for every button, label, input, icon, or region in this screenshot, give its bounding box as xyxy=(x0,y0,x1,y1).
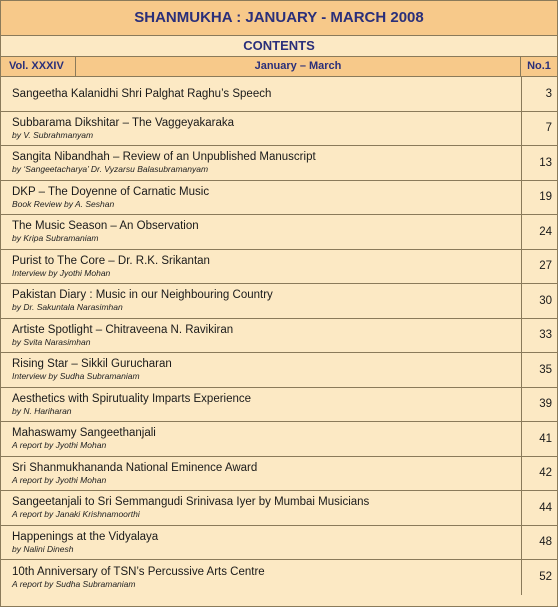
article-page-number: 48 xyxy=(521,526,557,560)
article-title: DKP – The Doyenne of Carnatic Music xyxy=(12,185,210,198)
article-page-number: 44 xyxy=(521,491,557,525)
article-byline: A report by Jyothi Mohan xyxy=(12,440,107,451)
contents-heading: CONTENTS xyxy=(1,36,557,57)
article-title: Sri Shanmukhananda National Eminence Award xyxy=(12,461,258,474)
article-title: Sangeetha Kalanidhi Shri Palghat Raghu’s Speech xyxy=(12,87,272,100)
article-byline: Book Review by A. Seshan xyxy=(12,198,115,209)
article-row xyxy=(1,422,557,457)
article-byline: Interview by Jyothi Mohan xyxy=(12,267,111,278)
article-page-number: 19 xyxy=(521,181,557,215)
article-text-cell xyxy=(1,353,521,387)
article-page-number: 3 xyxy=(521,77,557,111)
article-page-number: 7 xyxy=(521,112,557,146)
article-title: Happenings at the Vidyalaya xyxy=(12,530,159,543)
article-row xyxy=(1,181,557,216)
volume-label: Vol. XXXIV xyxy=(1,57,76,76)
article-byline: by Svita Narasimhan xyxy=(12,336,91,347)
article-row xyxy=(1,319,557,354)
issue-number: No.1 xyxy=(520,57,557,76)
article-title: Rising Star – Sikkil Gurucharan xyxy=(12,358,172,371)
article-row xyxy=(1,457,557,492)
article-text-cell xyxy=(1,560,521,595)
article-text-cell xyxy=(1,181,521,215)
article-text-cell xyxy=(1,526,521,560)
article-row xyxy=(1,284,557,319)
article-page-number: 42 xyxy=(521,457,557,491)
article-byline: A report by Janaki Krishnamoorthi xyxy=(12,509,140,520)
article-byline: Interview by Sudha Subramaniam xyxy=(12,371,140,382)
article-title: Purist to The Core – Dr. R.K. Srikantan xyxy=(12,254,210,267)
article-page-number: 30 xyxy=(521,284,557,318)
article-page-number: 13 xyxy=(521,146,557,180)
article-title: Subbarama Dikshitar – The Vaggeyakaraka xyxy=(12,116,235,129)
article-byline: A report by Sudha Subramaniam xyxy=(12,578,136,589)
article-row xyxy=(1,112,557,147)
article-byline: by N. Hariharan xyxy=(12,405,72,416)
article-byline: by Dr. Sakuntala Narasimhan xyxy=(12,302,123,313)
article-title: Sangeetanjali to Sri Semmangudi Srinivasa Iyer by Mumbai Musicians xyxy=(12,496,370,509)
article-title: Aesthetics with Spirutuality Imparts Experience xyxy=(12,392,252,405)
article-text-cell xyxy=(1,388,521,422)
article-text-cell xyxy=(1,284,521,318)
article-page-number: 27 xyxy=(521,250,557,284)
issue-header-row xyxy=(1,57,557,77)
article-title: Artiste Spotlight – Chitraveena N. Ravikiran xyxy=(12,323,234,336)
article-row xyxy=(1,146,557,181)
article-byline: A report by Jyothi Mohan xyxy=(12,474,107,485)
article-byline: by Nalini Dinesh xyxy=(12,543,74,554)
article-row xyxy=(1,388,557,423)
period-label: January – March xyxy=(254,60,342,72)
article-page-number: 33 xyxy=(521,319,557,353)
contents-list xyxy=(1,77,557,595)
article-title: Mahaswamy Sangeethanjali xyxy=(12,427,156,440)
article-row xyxy=(1,77,557,112)
article-text-cell xyxy=(1,319,521,353)
article-byline: by Kripa Subramaniam xyxy=(12,233,99,244)
article-row xyxy=(1,353,557,388)
article-byline: by V. Subrahmanyam xyxy=(12,129,94,140)
article-title: Sangita Nibandhah – Review of an Unpublished Manuscript xyxy=(12,151,316,164)
article-row xyxy=(1,491,557,526)
article-row xyxy=(1,560,557,595)
article-page-number: 52 xyxy=(521,560,557,595)
article-page-number: 35 xyxy=(521,353,557,387)
article-text-cell xyxy=(1,457,521,491)
article-title: Pakistan Diary : Music in our Neighbouring Country xyxy=(12,289,273,302)
article-page-number: 41 xyxy=(521,422,557,456)
article-title: The Music Season – An Observation xyxy=(12,220,199,233)
article-text-cell xyxy=(1,112,521,146)
article-text-cell xyxy=(1,250,521,284)
article-row xyxy=(1,215,557,250)
article-text-cell xyxy=(1,491,521,525)
article-byline: by ‘Sangeetacharya’ Dr. Vyzarsu Balasubramanyam xyxy=(12,164,209,175)
article-text-cell xyxy=(1,422,521,456)
magazine-title: SHANMUKHA : JANUARY - MARCH 2008 xyxy=(1,1,557,36)
article-title: 10th Anniversary of TSN’s Percussive Arts Centre xyxy=(12,565,265,578)
article-page-number: 24 xyxy=(521,215,557,249)
article-text-cell xyxy=(1,215,521,249)
article-page-number: 39 xyxy=(521,388,557,422)
article-row xyxy=(1,250,557,285)
article-text-cell xyxy=(1,146,521,180)
article-text-cell xyxy=(1,77,521,111)
article-row xyxy=(1,526,557,561)
